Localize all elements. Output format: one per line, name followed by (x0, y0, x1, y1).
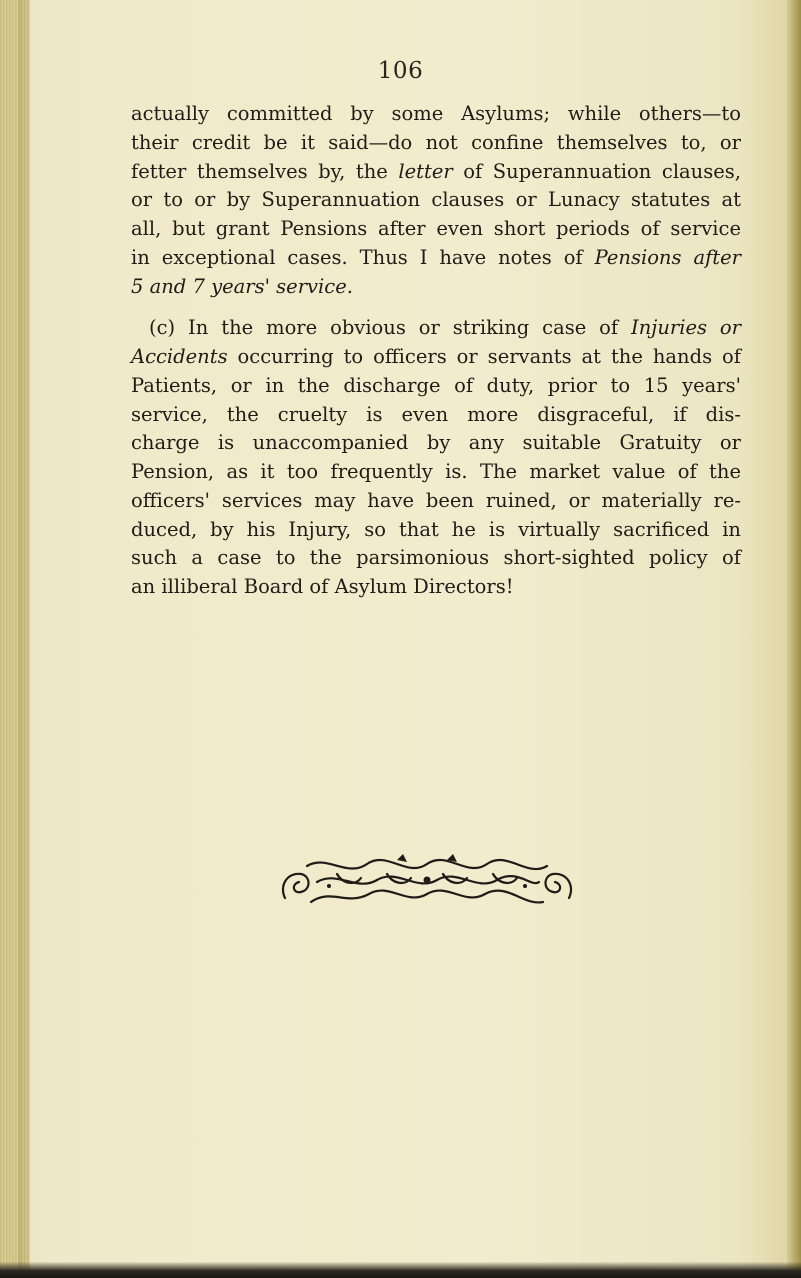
paragraph-superannuation (131, 100, 741, 301)
book-spine-edge (0, 0, 30, 1278)
page-right-edge (787, 0, 801, 1278)
text-line: their credit be it said—do not confine themselves to, or (131, 130, 741, 154)
text-line: or to or by Superannuation clauses or Lunacy statutes at (131, 188, 741, 212)
italic-run: Pensions after (594, 245, 741, 269)
italic-run: 5 and 7 years' service. (131, 274, 353, 298)
text-line (131, 244, 741, 273)
text-line: such a case to the parsimonious short-sighted policy of (131, 546, 741, 570)
body-text (131, 100, 741, 602)
page-bottom-edge (0, 1262, 801, 1278)
text-line: all, but grant Pensions after even short periods of service (131, 217, 741, 240)
text-line: actually committed by some Asylums; while others—to (131, 102, 741, 125)
paragraph-injuries (131, 314, 741, 602)
text-line: service, the cruelty is even more disgraceful, if dis- (131, 402, 741, 426)
decorative-ornament-icon (277, 852, 577, 908)
text-run: fetter themselves by, the (131, 159, 399, 183)
italic-run: Accidents (131, 345, 228, 368)
italic-run: Injuries or (631, 316, 741, 340)
text-run: occurring to officers or servants at the hands of (227, 345, 741, 368)
text-run: of Superannuation clauses, (452, 159, 741, 183)
text-line (131, 158, 741, 187)
italic-run: letter (398, 159, 453, 183)
text-line: an illiberal Board of Asylum Directors! (131, 575, 514, 598)
text-line: Patients, or in the discharge of duty, prior to 15 years' (131, 373, 741, 397)
text-line: duced, by his Injury, so that he is virtually sacrificed in (131, 517, 741, 541)
page-number: 106 (377, 58, 424, 84)
paragraph-gap (131, 301, 741, 314)
text-line (131, 273, 741, 302)
text-line: officers' services may have been ruined, or materially re- (131, 488, 741, 512)
text-line: charge is unaccompanied by any suitable Gratuity or (131, 431, 741, 455)
text-line: Pension, as it too frequently is. The market value of the (131, 460, 741, 483)
text-run: (c) In the more obvious or striking case of (149, 316, 632, 340)
text-run: in exceptional cases. Thus I have notes of (131, 245, 595, 269)
text-line (131, 314, 741, 343)
text-line (131, 343, 741, 372)
